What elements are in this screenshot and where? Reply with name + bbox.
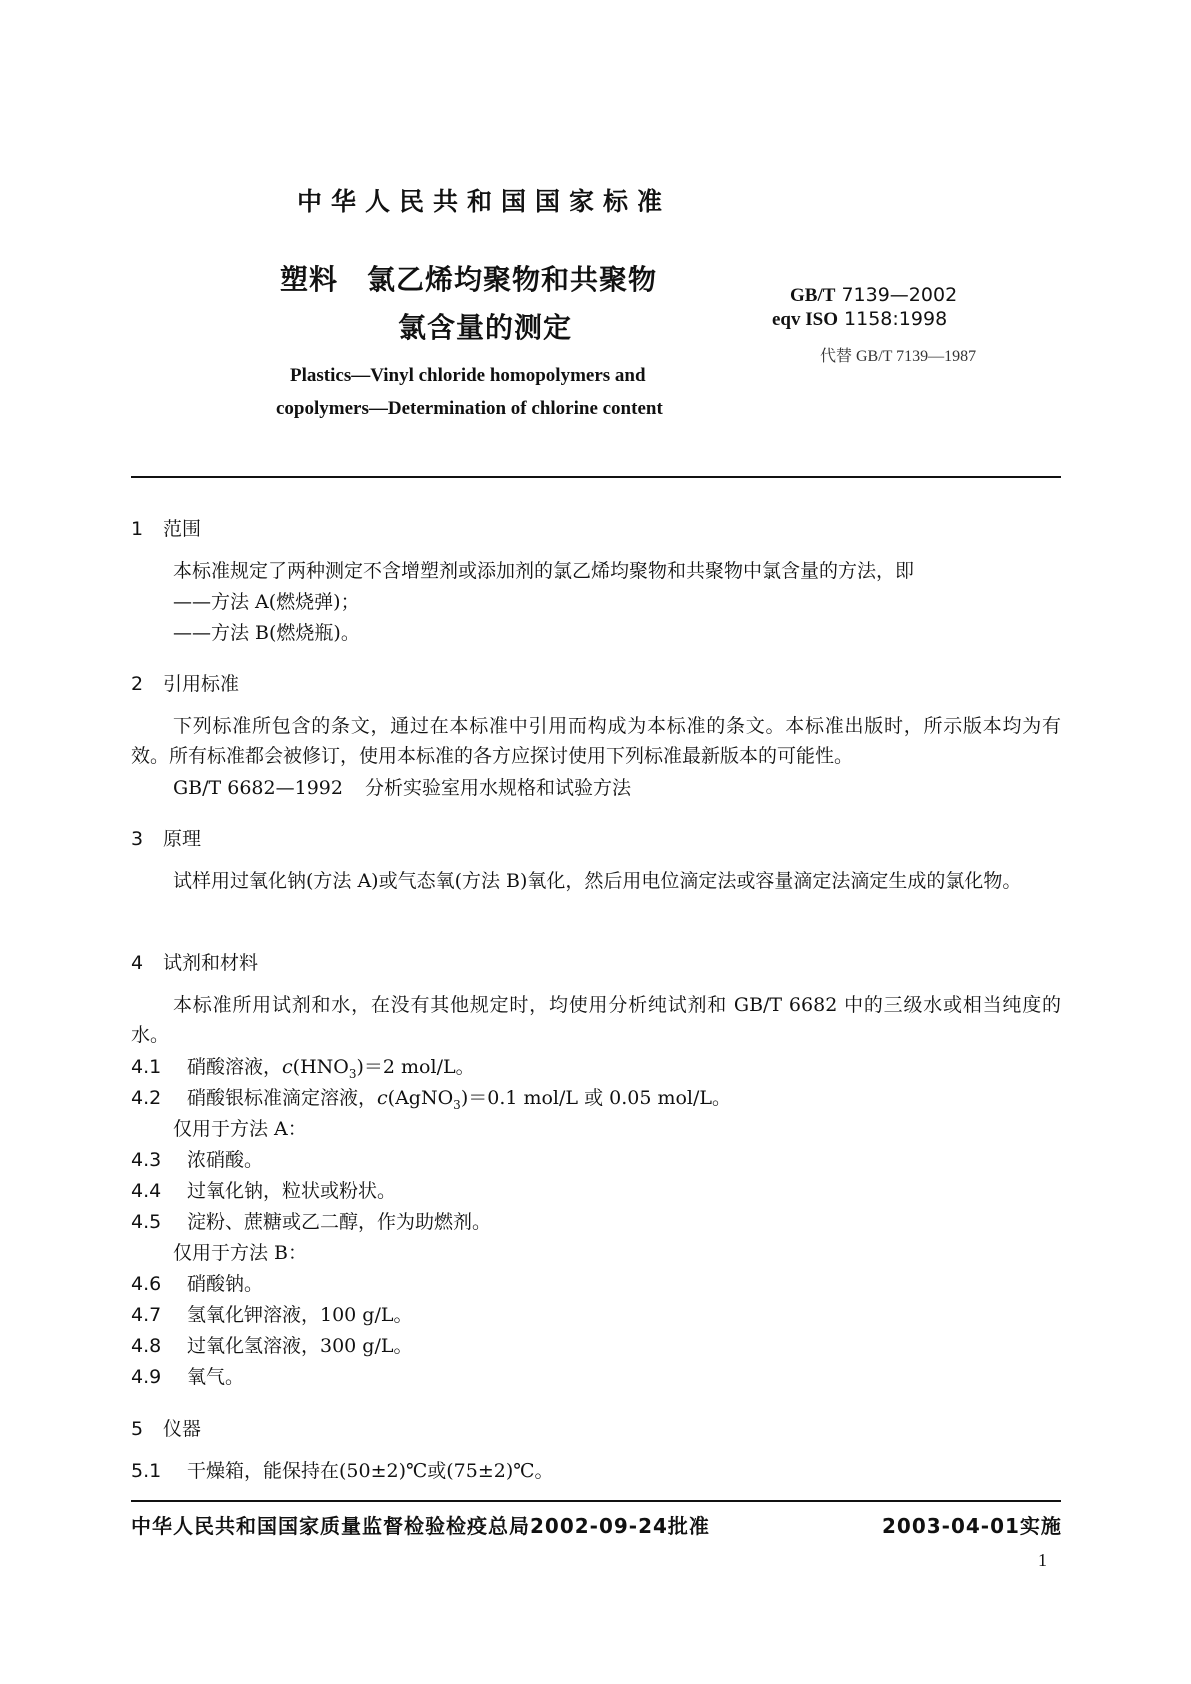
item-text: 硝酸溶液， <box>187 1056 283 1078</box>
section-2-heading <box>131 669 239 696</box>
formula-part: (AgNO <box>387 1087 454 1109</box>
item-4-6 <box>131 1269 263 1299</box>
eqv-number: 1158:1998 <box>844 308 948 330</box>
item-number: 4.4 <box>131 1180 162 1202</box>
item-number: 4.8 <box>131 1335 162 1357</box>
section-number: 1 <box>131 518 144 540</box>
item-number: 5.1 <box>131 1460 162 1482</box>
standard-code-prefix: GB/T <box>790 285 836 306</box>
formula-part: )＝0.1 mol/L 或 0.05 mol/L。 <box>460 1087 732 1109</box>
section-5-heading <box>131 1414 201 1441</box>
item-number: 4.3 <box>131 1149 162 1171</box>
only-method-a-note: 仅用于方法 A： <box>173 1118 307 1140</box>
item-number: 4.9 <box>131 1366 162 1388</box>
title-en-line-2: copolymers—Determination of chlorine content <box>276 398 663 419</box>
section-number: 2 <box>131 673 144 695</box>
section-3-heading <box>131 824 201 851</box>
item-text: 氧气。 <box>187 1366 245 1388</box>
only-method-b-note: 仅用于方法 B： <box>173 1242 308 1264</box>
concentration-symbol: c <box>282 1056 293 1078</box>
section-title: 仪器 <box>163 1418 202 1440</box>
normative-reference <box>173 773 631 803</box>
item-text: 过氧化氢溶液，300 g/L。 <box>187 1335 413 1357</box>
formula-subscript: 3 <box>453 1097 461 1112</box>
standard-code-number: 7139—2002 <box>841 284 958 306</box>
eqv-prefix: eqv ISO <box>772 309 838 330</box>
concentration-symbol: c <box>377 1087 388 1109</box>
item-4-4 <box>131 1176 396 1206</box>
title-cn-line-1: 塑料 氯乙烯均聚物和共聚物 <box>280 263 658 296</box>
list-item-method-a: ——方法 A(燃烧弹)； <box>173 591 360 613</box>
item-text: 淀粉、蔗糖或乙二醇，作为助燃剂。 <box>187 1211 492 1233</box>
implementation-date: 2003-04-01实施 <box>882 1514 1062 1538</box>
approval-line: 中华人民共和国国家质量监督检验检疫总局2002-09-24批准 <box>131 1514 710 1538</box>
section-4-paragraph: 本标准所用试剂和水，在没有其他规定时，均使用分析纯试剂和 GB/T 6682 中的三级水或相当纯度的水。 <box>131 994 1061 1046</box>
title-cn-line-2: 氯含量的测定 <box>398 311 573 344</box>
section-3-paragraph: 试样用过氧化钠(方法 A)或气态氧(方法 B)氧化，然后用电位滴定法或容量滴定法滴定生成的氯化物。 <box>173 870 1022 892</box>
item-text: 干燥箱，能保持在(50±2)℃或(75±2)℃。 <box>187 1460 554 1482</box>
replaces-note: 代替 GB/T 7139—1987 <box>820 348 977 365</box>
national-standard-heading: 中华人民共和国国家标准 <box>297 187 672 216</box>
equivalent-standard <box>772 308 947 331</box>
standard-code <box>790 284 957 307</box>
reference-title: 分析实验室用水规格和试验方法 <box>364 777 631 799</box>
title-en-line-1: Plastics—Vinyl chloride homopolymers and <box>290 365 646 386</box>
section-title: 原理 <box>163 828 202 850</box>
item-number: 4.1 <box>131 1056 162 1078</box>
formula-subscript: 3 <box>348 1066 357 1081</box>
item-4-7 <box>131 1300 413 1330</box>
item-number: 4.7 <box>131 1304 162 1326</box>
section-1-paragraph: 本标准规定了两种测定不含增塑剂或添加剂的氯乙烯均聚物和共聚物中氯含量的方法，即 <box>173 560 915 582</box>
header-rule <box>131 476 1061 478</box>
item-text: 浓硝酸。 <box>187 1149 264 1171</box>
item-5-1 <box>131 1456 554 1486</box>
list-item-method-b: ——方法 B(燃烧瓶)。 <box>173 622 360 644</box>
section-4-heading <box>131 948 258 975</box>
section-number: 5 <box>131 1418 144 1440</box>
item-4-5 <box>131 1207 491 1237</box>
section-number: 3 <box>131 828 144 850</box>
section-title: 引用标准 <box>163 673 240 695</box>
footer-rule <box>131 1500 1061 1502</box>
item-4-8 <box>131 1331 413 1361</box>
item-text: 硝酸钠。 <box>187 1273 264 1295</box>
section-number: 4 <box>131 952 144 974</box>
item-number: 4.6 <box>131 1273 162 1295</box>
formula-part: (HNO <box>292 1056 349 1078</box>
item-text: 硝酸银标准滴定溶液， <box>187 1087 378 1109</box>
section-title: 范围 <box>163 518 202 540</box>
item-4-9 <box>131 1362 244 1392</box>
item-text: 过氧化钠，粒状或粉状。 <box>187 1180 397 1202</box>
item-number: 4.2 <box>131 1087 162 1109</box>
section-2-paragraph: 下列标准所包含的条文，通过在本标准中引用而构成为本标准的条文。本标准出版时，所示版本均为有效。所有标准都会被修订，使用本标准的各方应探讨使用下列标准最新版本的可能性。 <box>131 715 1061 767</box>
item-text: 氢氧化钾溶液，100 g/L。 <box>187 1304 413 1326</box>
section-1-heading <box>131 514 201 541</box>
item-number: 4.5 <box>131 1211 162 1233</box>
page-number: 1 <box>1038 1550 1047 1570</box>
section-title: 试剂和材料 <box>163 952 259 974</box>
item-4-3 <box>131 1145 263 1175</box>
reference-code: GB/T 6682—1992 <box>173 777 343 799</box>
formula-part: )＝2 mol/L。 <box>356 1056 475 1078</box>
